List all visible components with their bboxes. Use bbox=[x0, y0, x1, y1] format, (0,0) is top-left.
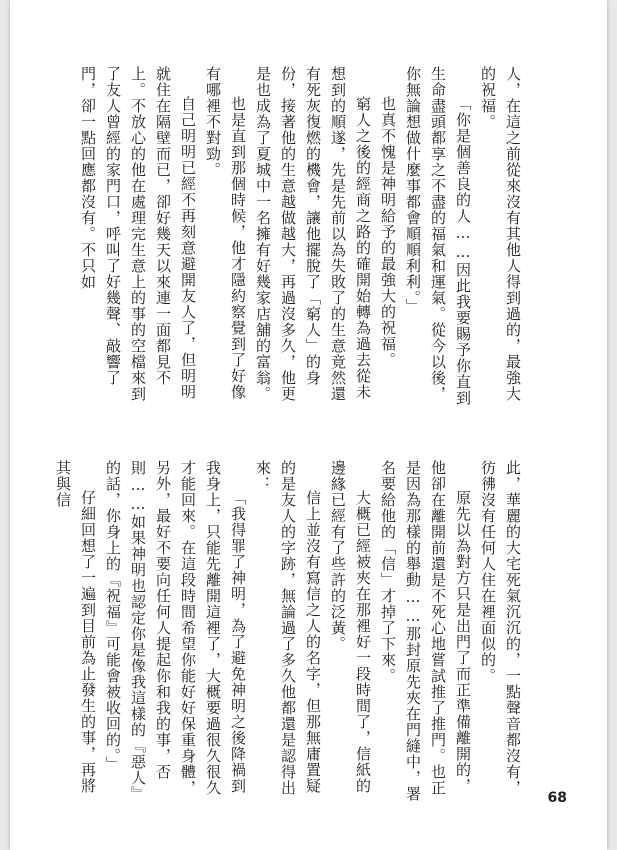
upper-text-block bbox=[79, 66, 525, 411]
page-number: 68 bbox=[547, 790, 567, 806]
paragraph: 原先以為對方只是出門了而正準備離開的，他卻在離開前還是不死心地嘗試推了推門。也正是因為那樣的舉動……那封原先夾在門縫中，署名要給他的「信」才掉了下來。 bbox=[379, 460, 472, 802]
paragraph: 仔細回想了一遍到目前為止發生的事，再將其與信 bbox=[54, 460, 97, 794]
paragraph: 「你是個善良的人……因此我要賜予你直到生命盡頭都享之不盡的福氣和運氣。從今以後，你無論想做什麼事都會順順利利。」 bbox=[404, 66, 472, 406]
paragraph: 此，華麗的大宅死氣沉沉的，一點聲音都沒有，彷彿沒有任何人住在裡面似的。 bbox=[479, 460, 522, 796]
paragraph: 信上並沒有寫信之人的名字，但那無庸置疑的是友人的字跡，無論過了多久他都還是認得出來： bbox=[254, 460, 322, 796]
paragraph: 也是直到那個時候，他才隱約察覺到了好像有哪裡不對勁。 bbox=[204, 66, 247, 400]
paragraph: 窮人之後的經商之路的確開始轉為過去從未想到的順遂，先是先前以為失敗了的生意竟然還有死灰復燃的機會，讓他擺脫了「窮人」的身份，接著他的生意越做越大，再過沒多久，他更是也成為了夏城中一名擁有好幾家店舖的富翁。 bbox=[254, 66, 372, 402]
paragraph: 也真不愧是神明給予的最強大的祝福。 bbox=[379, 96, 397, 368]
paragraph: 「我得罪了神明，為了避免神明之後降禍到我身上，只能先離開這裡了，大概要過很久很久才能回來。在這段時間希望你能好好保重身體，另外，最好不要向任何人提起你和我的事，否則……如果神明也認定你是像我這樣的『惡人』的話，你身上的『祝福』可能會被收回的。」 bbox=[104, 460, 247, 802]
lower-text-block bbox=[54, 460, 525, 805]
paragraph: 大概已經被夾在那裡好一段時間了，信紙的邊緣已經有了些許的泛黃。 bbox=[329, 460, 372, 794]
book-page bbox=[10, 0, 607, 850]
paragraph: 自己明明已經不再刻意避開友人了，但明明就住在隔壁而已，卻好幾天以來連一面都見不上。不放心的他在處理完生意上的事的空檔來到了友人曾經的家門口，呼叫了好幾聲、敲響了門，卻一點回應都沒有。不只如 bbox=[79, 66, 197, 402]
paragraph: 人，在這之前從來沒有其他人得到過的，最強大的祝福。 bbox=[479, 66, 522, 402]
